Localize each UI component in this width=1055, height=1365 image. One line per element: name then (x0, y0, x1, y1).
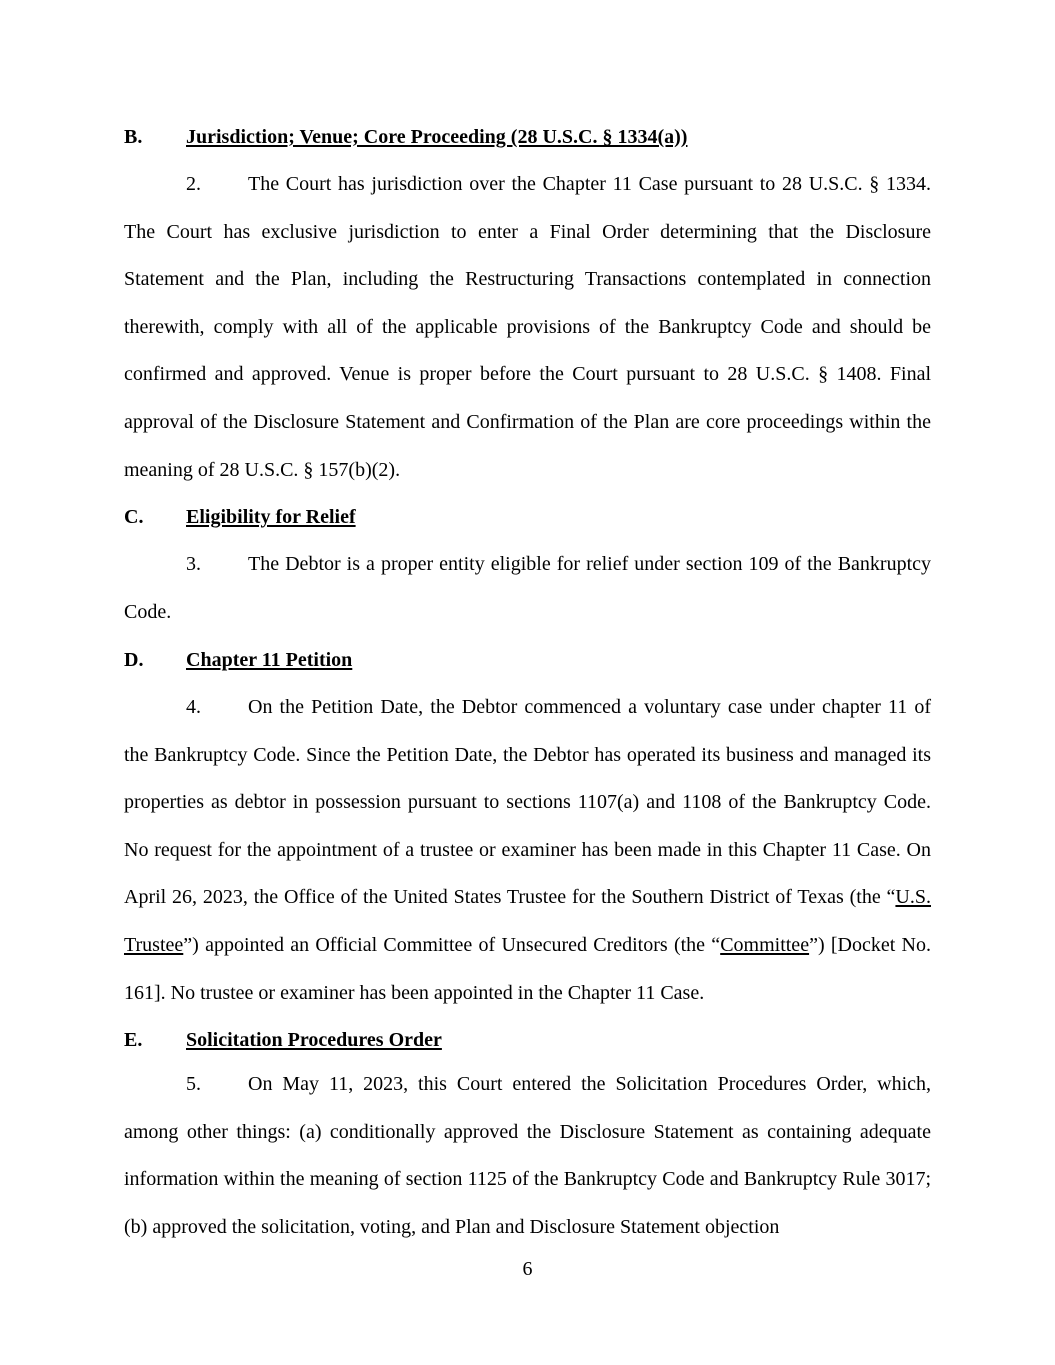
section-c-letter: C. (124, 506, 144, 528)
defined-term-us-trustee: U.S. Trustee (124, 886, 931, 956)
section-e-heading (124, 1028, 442, 1052)
section-c-title: Eligibility for Relief (186, 506, 356, 528)
section-e-title: Solicitation Procedures Order (186, 1029, 442, 1051)
paragraph-5-text: On May 11, 2023, this Court entered the Solicitation Procedures Order, which, among other things: (a) conditionally approved the Disclosure Statement as containing adequate information within the meaning of section 1125 of the Bankruptcy Code and Bankruptcy Rule 3017; (b) approved the solicitation, voting, and Plan and Disclosure Statement objection (124, 1073, 931, 1238)
section-b-title: Jurisdiction; Venue; Core Proceeding (28 U.S.C. § 1334(a)) (186, 126, 688, 148)
paragraph-4-text-part-1: On the Petition Date, the Debtor commenced a voluntary case under chapter 11 of the Bankruptcy Code. Since the Petition Date, the Debtor has operated its business and managed its properties as debtor in possession pursuant to sections 1107(a) and 1108 of the Bankruptcy Code. No request for the appointment of a trustee or examiner has been made in this Chapter 11 Case. On April 26, 2023, the Office of the United States Trustee for the Southern District of Texas (the “ (124, 696, 931, 909)
paragraph-5 (124, 1061, 931, 1251)
paragraph-4-number: 4. (186, 696, 201, 718)
section-d-title: Chapter 11 Petition (186, 649, 353, 671)
section-b-heading (124, 125, 687, 149)
section-e-letter: E. (124, 1029, 143, 1051)
paragraph-2-number: 2. (186, 173, 201, 195)
defined-term-committee: Committee (720, 933, 810, 956)
paragraph-2-text: The Court has jurisdiction over the Chapter 11 Case pursuant to 28 U.S.C. § 1334. The Court has exclusive jurisdiction to enter a Final Order determining that the Disclosure Statement and the Plan, including the Restructuring Transactions contemplated in connection therewith, comply with all of the applicable provisions of the Bankruptcy Code and should be confirmed and approved. Venue is proper before the Court pursuant to 28 U.S.C. § 1408. Final approval of the Disclosure Statement and Confirmation of the Plan are core proceedings within the meaning of 28 U.S.C. § 157(b)(2). (124, 173, 931, 481)
section-c-heading (124, 505, 356, 529)
paragraph-4-text-part-3: ”) [Docket No. 161]. No trustee or examiner has been appointed in the Chapter 11 Case. (124, 933, 931, 1004)
document-page (124, 0, 931, 1365)
paragraph-3-number: 3. (186, 553, 201, 575)
page-number: 6 (522, 1258, 533, 1280)
paragraph-4 (124, 684, 931, 1017)
paragraph-2 (124, 161, 931, 494)
paragraph-3-text: The Debtor is a proper entity eligible for relief under section 109 of the Bankruptcy Code. (124, 553, 931, 623)
paragraph-4-text-part-2: ”) appointed an Official Committee of Unsecured Creditors (the “ (183, 933, 721, 956)
section-d-letter: D. (124, 649, 144, 671)
section-d-heading (124, 648, 352, 672)
section-b-letter: B. (124, 126, 143, 148)
paragraph-3 (124, 541, 931, 636)
paragraph-5-number: 5. (186, 1073, 201, 1095)
